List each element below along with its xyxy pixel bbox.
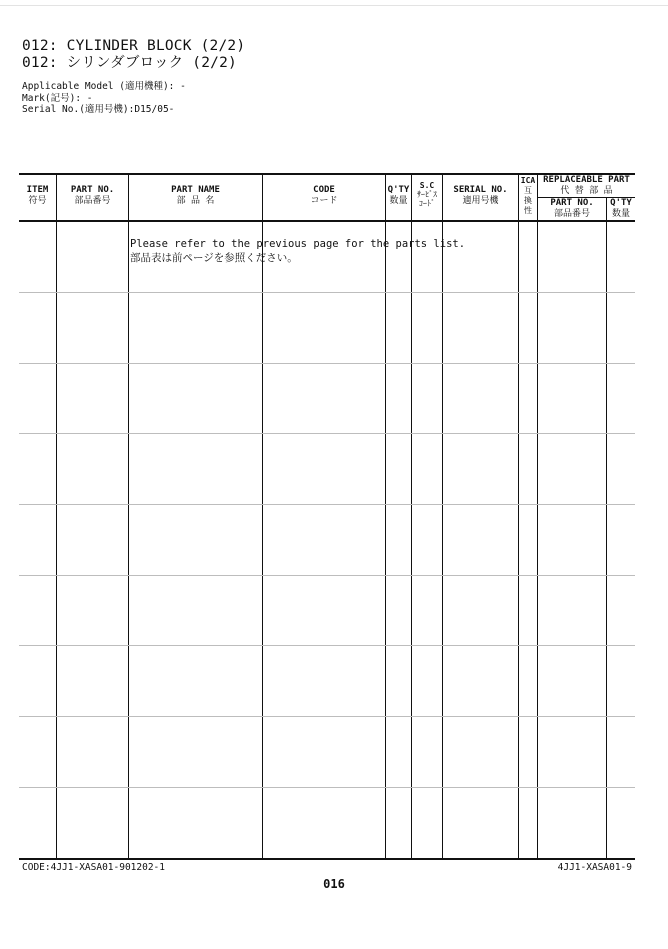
note-en: Please refer to the previous page for the parts list. xyxy=(130,238,466,250)
header-part-name: PART NAME 部 品 名 xyxy=(171,185,220,206)
document-meta xyxy=(22,81,186,116)
header-item: ITEM 符号 xyxy=(26,185,49,206)
table-header-border xyxy=(19,220,635,222)
parts-list-note xyxy=(130,237,465,265)
col-divider xyxy=(262,174,263,859)
footer-document-code: CODE:4JJ1-XASA01-901202-1 xyxy=(22,862,165,873)
header-code: CODE コード xyxy=(310,185,338,206)
header-rep-part-no: PART NO. 部品番号 xyxy=(550,198,594,219)
page-title-en: 012: CYLINDER BLOCK (2/2) xyxy=(22,38,246,54)
row-separator xyxy=(19,575,635,576)
col-divider xyxy=(385,174,386,859)
header-interchangeability: ICA 互 換 性 xyxy=(520,176,536,215)
footer-reference: 4JJ1-XASA01-9 xyxy=(557,862,632,873)
col-divider xyxy=(442,174,443,859)
row-separator xyxy=(19,787,635,788)
header-part-no: PART NO. 部品番号 xyxy=(70,185,115,206)
top-separator xyxy=(0,5,668,6)
header-serial-no: SERIAL NO. 適用号機 xyxy=(453,185,508,206)
row-separator xyxy=(19,504,635,505)
row-separator xyxy=(19,433,635,434)
row-separator xyxy=(19,363,635,364)
col-divider xyxy=(128,174,129,859)
row-separator xyxy=(19,645,635,646)
col-divider xyxy=(411,174,412,859)
col-divider xyxy=(56,174,57,859)
header-replaceable-part: REPLACEABLE PART 代 替 部 品 xyxy=(543,175,630,196)
row-separator xyxy=(19,716,635,717)
serial-number: Serial No.(適用号機):D15/05- xyxy=(22,104,175,115)
header-service-code: S.C ｻｰﾋﾞｽ ｺｰﾄﾞ xyxy=(417,181,437,208)
row-separator xyxy=(19,292,635,293)
col-divider xyxy=(518,174,519,859)
col-divider xyxy=(537,174,538,859)
table-bottom-border xyxy=(19,858,635,860)
note-jp: 部品表は前ページを参照ください。 xyxy=(130,252,298,264)
applicable-model: Applicable Model (適用機種): - xyxy=(22,81,186,92)
header-qty: Q'TY 数量 xyxy=(387,185,410,206)
header-rep-qty: Q'TY 数量 xyxy=(610,198,632,219)
page-number: 016 xyxy=(323,877,345,891)
page-title-jp: 012: シリンダブロック (2/2) xyxy=(22,55,237,71)
col-divider xyxy=(606,197,607,859)
mark: Mark(記号): - xyxy=(22,92,93,104)
